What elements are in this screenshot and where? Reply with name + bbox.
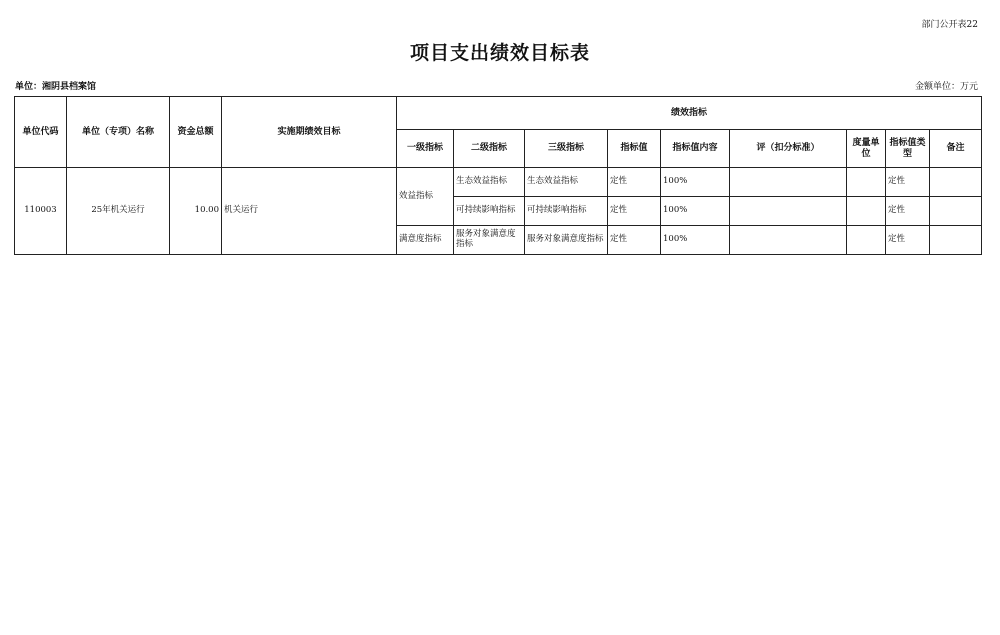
cell-note bbox=[930, 168, 982, 197]
cell-level1: 效益指标 bbox=[397, 168, 454, 226]
header-measure-unit: 度量单位 bbox=[847, 130, 886, 168]
header-score: 评（扣分标准） bbox=[730, 130, 847, 168]
header-level3: 三级指标 bbox=[525, 130, 608, 168]
header-note: 备注 bbox=[930, 130, 982, 168]
cell-level1: 满意度指标 bbox=[397, 226, 454, 255]
cell-measure-unit bbox=[847, 197, 886, 226]
cell-value-content: 100% bbox=[661, 168, 730, 197]
cell-level3: 服务对象满意度指标 bbox=[525, 226, 608, 255]
cell-score bbox=[730, 197, 847, 226]
page-title: 项目支出绩效目标表 bbox=[409, 42, 590, 64]
header-project-name: 单位（专项）名称 bbox=[67, 97, 170, 168]
cell-value: 定性 bbox=[608, 226, 661, 255]
cell-level2: 可持续影响指标 bbox=[454, 197, 525, 226]
cell-measure-unit bbox=[847, 226, 886, 255]
cell-level2: 服务对象满意度指标 bbox=[454, 226, 525, 255]
performance-table bbox=[14, 96, 982, 255]
cell-value-type: 定性 bbox=[886, 168, 930, 197]
unit-label: 单位：湘阴县档案馆 bbox=[15, 82, 97, 92]
money-unit-label: 金额单位：万元 bbox=[914, 82, 978, 92]
cell-goal: 机关运行 bbox=[222, 168, 397, 255]
cell-value: 定性 bbox=[608, 197, 661, 226]
header-value-content: 指标值内容 bbox=[661, 130, 730, 168]
cell-note bbox=[930, 226, 982, 255]
header-goal: 实施期绩效目标 bbox=[222, 97, 397, 168]
header-value-type: 指标值类型 bbox=[886, 130, 930, 168]
cell-value-content: 100% bbox=[661, 197, 730, 226]
cell-level2: 生态效益指标 bbox=[454, 168, 525, 197]
form-code: 部门公开表22 bbox=[921, 20, 978, 30]
header-level2: 二级指标 bbox=[454, 130, 525, 168]
cell-value-content: 100% bbox=[661, 226, 730, 255]
header-unit-code: 单位代码 bbox=[15, 97, 67, 168]
cell-fund-total: 10.00 bbox=[170, 168, 222, 255]
header-level1: 一级指标 bbox=[397, 130, 454, 168]
cell-score bbox=[730, 226, 847, 255]
cell-level3: 生态效益指标 bbox=[525, 168, 608, 197]
table-row bbox=[15, 168, 982, 197]
cell-value-type: 定性 bbox=[886, 197, 930, 226]
cell-unit-code: 110003 bbox=[15, 168, 67, 255]
cell-measure-unit bbox=[847, 168, 886, 197]
header-value: 指标值 bbox=[608, 130, 661, 168]
cell-note bbox=[930, 197, 982, 226]
cell-project-name: 25年机关运行 bbox=[67, 168, 170, 255]
cell-level3: 可持续影响指标 bbox=[525, 197, 608, 226]
cell-value-type: 定性 bbox=[886, 226, 930, 255]
header-fund-total: 资金总额 bbox=[170, 97, 222, 168]
header-performance: 绩效指标 bbox=[397, 97, 982, 130]
cell-score bbox=[730, 168, 847, 197]
cell-value: 定性 bbox=[608, 168, 661, 197]
